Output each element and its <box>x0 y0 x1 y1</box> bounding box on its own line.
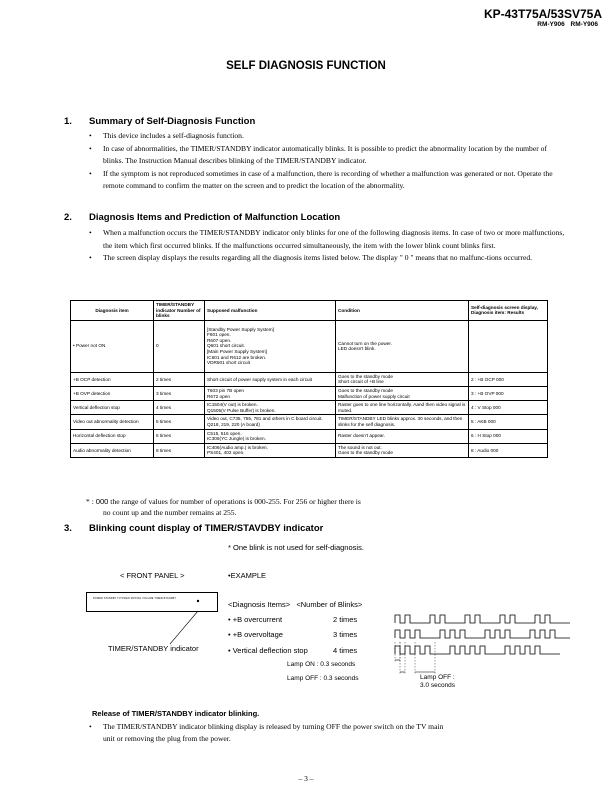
header-malfunction: Supposed malfunction <box>205 301 336 321</box>
example-blinks-2: 3 times <box>333 630 358 639</box>
example-blinks-1: 2 times <box>333 615 358 624</box>
bullet-item: • In case of abnormalities, the TIMER/STANDBY indicator automatically blinks. It is possible to predict the abnormality location by the number of blinks. The Instruction Manual describes blinking of the TIMER/STANDBY indicator. <box>89 143 567 168</box>
cell-display: 4 : V Stop 000 <box>469 401 548 415</box>
example-blinks-3: 4 times <box>333 646 358 655</box>
section-title: Blinking count display of TIMER/STAVDBY indicator <box>89 523 324 534</box>
indicator-label: TIMER/STANDBY indicator <box>108 644 199 653</box>
cell-blinks: 3 times <box>154 386 205 400</box>
cell-malfunction: T603 pin 7B open R672 open <box>205 386 336 400</box>
waveform-1 <box>395 615 570 623</box>
page-title: SELF DIAGNOSIS FUNCTION <box>226 60 386 72</box>
cell-malfunction: Short circuit of power supply system in each circuit <box>205 372 336 386</box>
bullet-item: • If the symptom is not reproduced sometimes in case of a malfunction, there is recording of whether a malfunction was generated or not. Operate the remote command to confirm the matter on the screen and to predict the location of the abnormality. <box>89 168 567 193</box>
lamp-off-label: Lamp OFF : 0.3 seconds <box>287 675 359 682</box>
cell-condition: Raster doesn't appear. <box>336 429 469 443</box>
note-star: * : <box>86 497 94 506</box>
cell-item: +B OCP detection <box>71 372 154 386</box>
remote-model: RM-Y906 RM-Y906 <box>537 21 598 28</box>
cell-blinks: 0 <box>154 320 205 372</box>
bullet-item: • This device includes a self-diagnosis function. <box>89 130 567 143</box>
cell-condition: TIMER/STANDBY LED blinks approx. 30 seconds, and then slinks for the self diagnosis. <box>336 415 469 429</box>
example-item-3: • Vertical deflection stop <box>228 646 308 655</box>
note-line-1: the range of values for number of operations is 000-255. For 256 or higher there is <box>110 497 361 506</box>
header-diagnosis-item: Diagnosis item <box>71 301 154 321</box>
example-item-1: • +B overcurrent <box>228 615 283 624</box>
cell-blinks: 4 times <box>154 401 205 415</box>
release-text: • The TIMER/STANDBY indicator blinking display is released by turning OFF the power switch on the TV main unit or removing the plug from the power. <box>89 721 449 744</box>
section-title: Diagnosis Items and Prediction of Malfunction Location <box>89 212 341 223</box>
bullet-item: • When a malfunction occurs the TIMER/STANDBY indicator only blinks for one of the following diagnosis items. In case of two or more malfunctions, the item which first occurred blinks. If the malfunctions occurred simultaneously, the item with the lower blink count blinks first. <box>89 227 567 252</box>
section-title: Summary of Self-Diagnosis Function <box>89 116 256 127</box>
cell-condition: Goes to the standby mode Malfunction of power supply circuit <box>336 386 469 400</box>
cell-blinks: 6 times <box>154 429 205 443</box>
release-bullets <box>89 721 449 744</box>
lamp-off-long-label: Lamp OFF : 3.0 seconds <box>420 674 456 689</box>
cell-malfunction: IC1504(V out) is broken. Q1505(V Pulse Buffer) is broken. <box>205 401 336 415</box>
example-label: •EXAMPLE <box>228 571 267 580</box>
cell-display: 8 : Audio 000 <box>469 443 548 457</box>
front-panel-label: < FRONT PANEL > <box>120 571 185 580</box>
cell-malfunction: [Standby Power Supply System] F601 open. R607 open. Q601 short circuit. [Main Power Supply System] IC601 and R612 are broken. VDR601 short circuit <box>205 320 336 372</box>
section-number: 1. <box>64 116 72 127</box>
front-panel-text: POWER STANDBY TV/VIDEO MUTING VOLUME TIMER/STANDBY <box>93 597 177 600</box>
cell-display: 5 : AKB 000 <box>469 415 548 429</box>
cell-blinks: 8 times <box>154 443 205 457</box>
header-screen-display: Self-diagnosis screen display, Diagnosis item: Results <box>469 301 548 321</box>
cell-item: Video out abnormality detection <box>71 415 154 429</box>
cell-item: +B OVP detection <box>71 386 154 400</box>
cell-display: 6 : H Stop 000 <box>469 429 548 443</box>
cell-malfunction: Video out, C735, 755, 781 and others in C board circuit. Q218, 219, 220 (A board) <box>205 415 336 429</box>
section-number: 2. <box>64 212 72 223</box>
lamp-on-label: Lamp ON : 0.3 seconds <box>287 661 356 668</box>
cell-condition: Goes to the standby mode Short circuit of +B line <box>336 372 469 386</box>
cell-blinks: 5 times <box>154 415 205 429</box>
example-item-2: • +B overvoltage <box>228 630 283 639</box>
example-header-blinks: <Number of Blinks> <box>296 600 363 609</box>
cell-item: Audio abnormality detection <box>71 443 154 457</box>
header-blinks: TIMER/STANDBY indicator Number of blinks <box>154 301 205 321</box>
bullet-item: • The screen display displays the results regarding all the diagnosis items listed below. The display " 0 " means that no malfunc-tions occurred. <box>89 252 567 265</box>
cell-blinks: 2 times <box>154 372 205 386</box>
model-number: KP-43T75A/53SV75A <box>483 7 602 21</box>
note-code: 000 <box>95 497 109 506</box>
release-heading: Release of TIMER/STANDBY indicator blinking. <box>92 709 260 718</box>
cell-item: Horizontal deflection stop <box>71 429 154 443</box>
waveform-2 <box>395 630 570 638</box>
header-condition: Condition <box>336 301 469 321</box>
cell-item: Vertical deflection stop <box>71 401 154 415</box>
cell-malfunction: C515, 516 open. IC306(YC Jungle) is broken. <box>205 429 336 443</box>
cell-item: • Power not ON <box>71 320 154 372</box>
cell-display: 3 : +B OVP 000 <box>469 386 548 400</box>
waveform-3 <box>395 646 560 654</box>
note-line-2: no count up and the number remains at 255. <box>103 508 237 517</box>
example-header-items: <Diagnosis Items> <box>228 600 291 609</box>
cell-display: 2 : +B OCP 000 <box>469 372 548 386</box>
cell-condition: Cannot turn on the power. LED doesn't blink. <box>336 320 469 372</box>
cell-condition: The sound is not out. Goes to the standby mode <box>336 443 469 457</box>
cell-condition: Raster goes to one line horizontally. Aand then video signal is muted. <box>336 401 469 415</box>
blink-note: * One blink is not used for self-diagnosis. <box>228 543 364 552</box>
page-number: – 3 – <box>298 774 314 783</box>
cell-malfunction: IC406(Audio amp.) is broken. PS401, 402 open. <box>205 443 336 457</box>
section-number: 3. <box>64 523 72 534</box>
